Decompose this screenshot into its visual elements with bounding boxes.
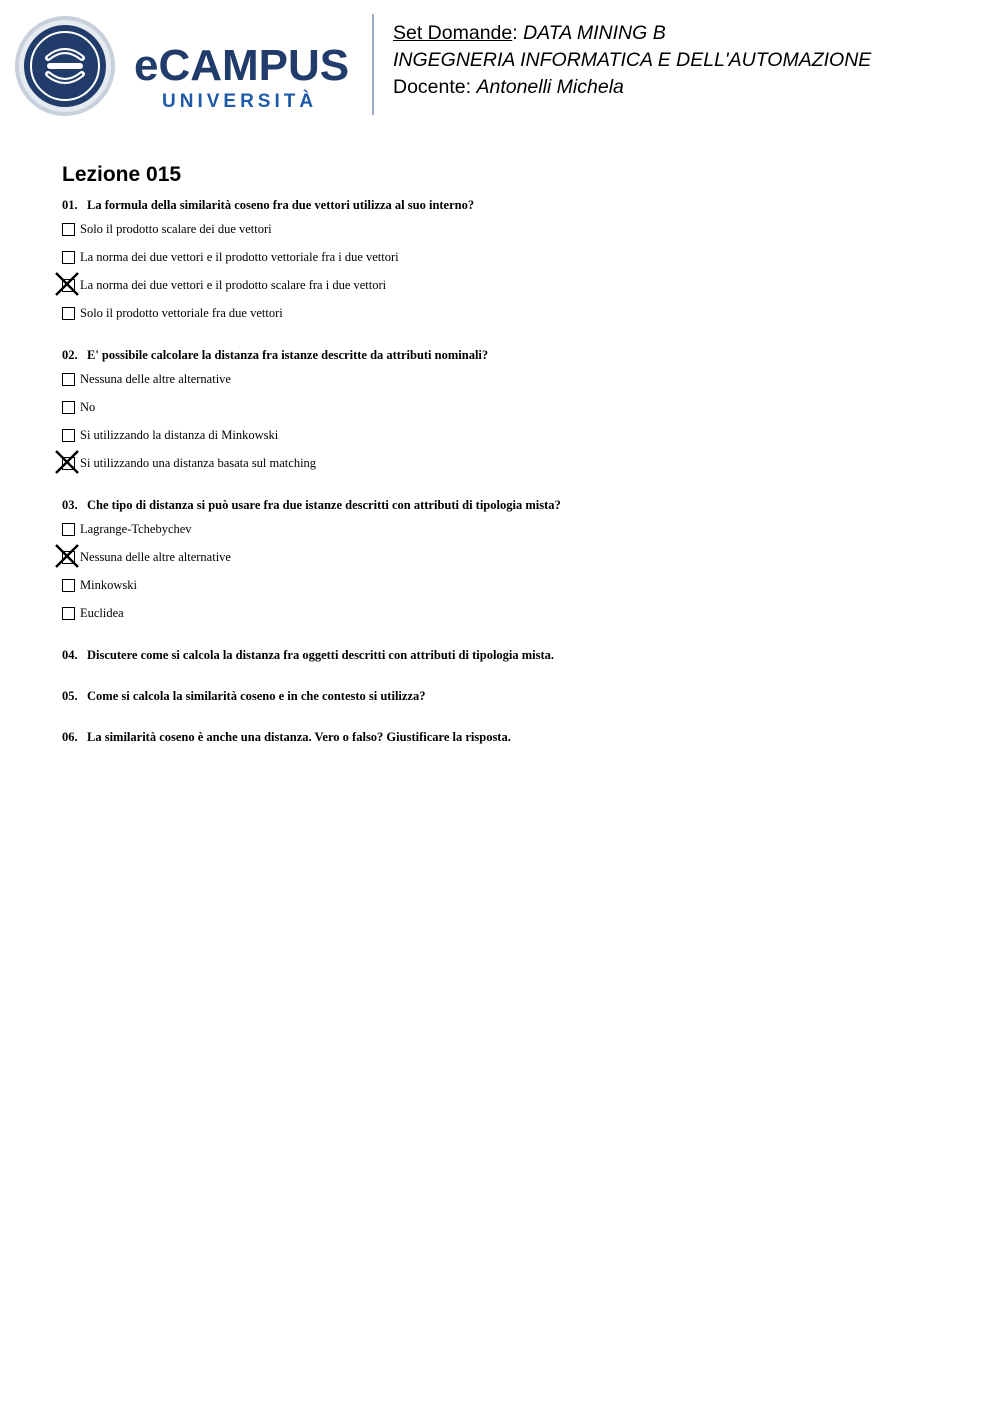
checkbox[interactable] [62, 429, 75, 442]
question-1 [62, 198, 474, 213]
degree-line [393, 47, 871, 74]
page-header [0, 0, 1000, 130]
checkbox[interactable] [62, 607, 75, 620]
question-number: 04. [62, 648, 78, 662]
question-3 [62, 498, 561, 513]
degree-name: INGEGNERIA INFORMATICA E DELL'AUTOMAZIONE [393, 49, 872, 71]
checkbox[interactable] [62, 307, 75, 320]
checkbox[interactable] [62, 579, 75, 592]
question-text: Che tipo di distanza si può usare fra due istanze descritti con attributi di tipologia mista? [87, 498, 561, 512]
answer-option-label: Solo il prodotto vettoriale fra due vettori [80, 306, 283, 320]
logo-subtitle-text: UNIVERSITÀ [162, 91, 318, 112]
checkbox[interactable] [62, 373, 75, 386]
answer-option-label: Minkowski [80, 578, 137, 592]
question-number: 05. [62, 689, 78, 703]
ecampus-logo [14, 14, 359, 118]
set-separator: : [512, 22, 524, 44]
answer-option-label: Si utilizzando la distanza di Minkowski [80, 428, 279, 442]
lesson-title: Lezione 015 [62, 163, 182, 186]
answer-option-label: No [80, 400, 96, 414]
set-line [393, 20, 871, 47]
x-mark-icon [54, 543, 80, 569]
answer-option-label: La norma dei due vettori e il prodotto scalare fra i due vettori [80, 278, 387, 292]
question-text: Come si calcola la similarità coseno e in che contesto si utilizza? [87, 689, 426, 703]
checkbox[interactable] [62, 251, 75, 264]
question-number: 06. [62, 730, 78, 744]
question-text: La formula della similarità coseno fra due vettori utilizza al suo interno? [87, 198, 475, 212]
checkbox[interactable] [62, 523, 75, 536]
set-label: Set Domande [393, 22, 513, 44]
logo-brand-text: eCAMPUS [134, 41, 350, 90]
question-text: La similarità coseno è anche una distanza. Vero o falso? Giustificare la risposta. [87, 730, 511, 744]
answer-option-label: La norma dei due vettori e il prodotto vettoriale fra i due vettori [80, 250, 399, 264]
question-text: Discutere come si calcola la distanza fra oggetti descritti con attributi di tipologia mista. [87, 648, 555, 662]
question-text: E' possibile calcolare la distanza fra istanze descritte da attributi nominali? [87, 348, 489, 362]
header-divider [372, 14, 374, 115]
checkbox[interactable] [62, 401, 75, 414]
answer-option-label: Solo il prodotto scalare dei due vettori [80, 222, 272, 236]
checkbox[interactable] [62, 223, 75, 236]
checkbox-checked[interactable] [62, 279, 75, 292]
question-2 [62, 348, 488, 363]
checkbox-checked[interactable] [62, 457, 75, 470]
question-number: 03. [62, 498, 78, 512]
answer-option-label: Nessuna delle altre alternative [80, 372, 231, 386]
x-mark-icon [54, 271, 80, 297]
question-number: 02. [62, 348, 78, 362]
teacher-line [393, 74, 871, 101]
answer-option-label: Nessuna delle altre alternative [80, 550, 231, 564]
course-name: DATA MINING B [523, 22, 666, 44]
question-number: 01. [62, 198, 78, 212]
answer-option-label: Lagrange-Tchebychev [80, 522, 192, 536]
question-4 [62, 648, 554, 663]
teacher-name: Antonelli Michela [476, 76, 624, 98]
checkbox-checked[interactable] [62, 551, 75, 564]
course-info [393, 20, 871, 101]
question-6 [62, 730, 511, 745]
answer-option-label: Si utilizzando una distanza basata sul matching [80, 456, 317, 470]
x-mark-icon [54, 449, 80, 475]
teacher-label: Docente: [393, 76, 477, 98]
question-5 [62, 689, 425, 704]
answer-option-label: Euclidea [80, 606, 124, 620]
